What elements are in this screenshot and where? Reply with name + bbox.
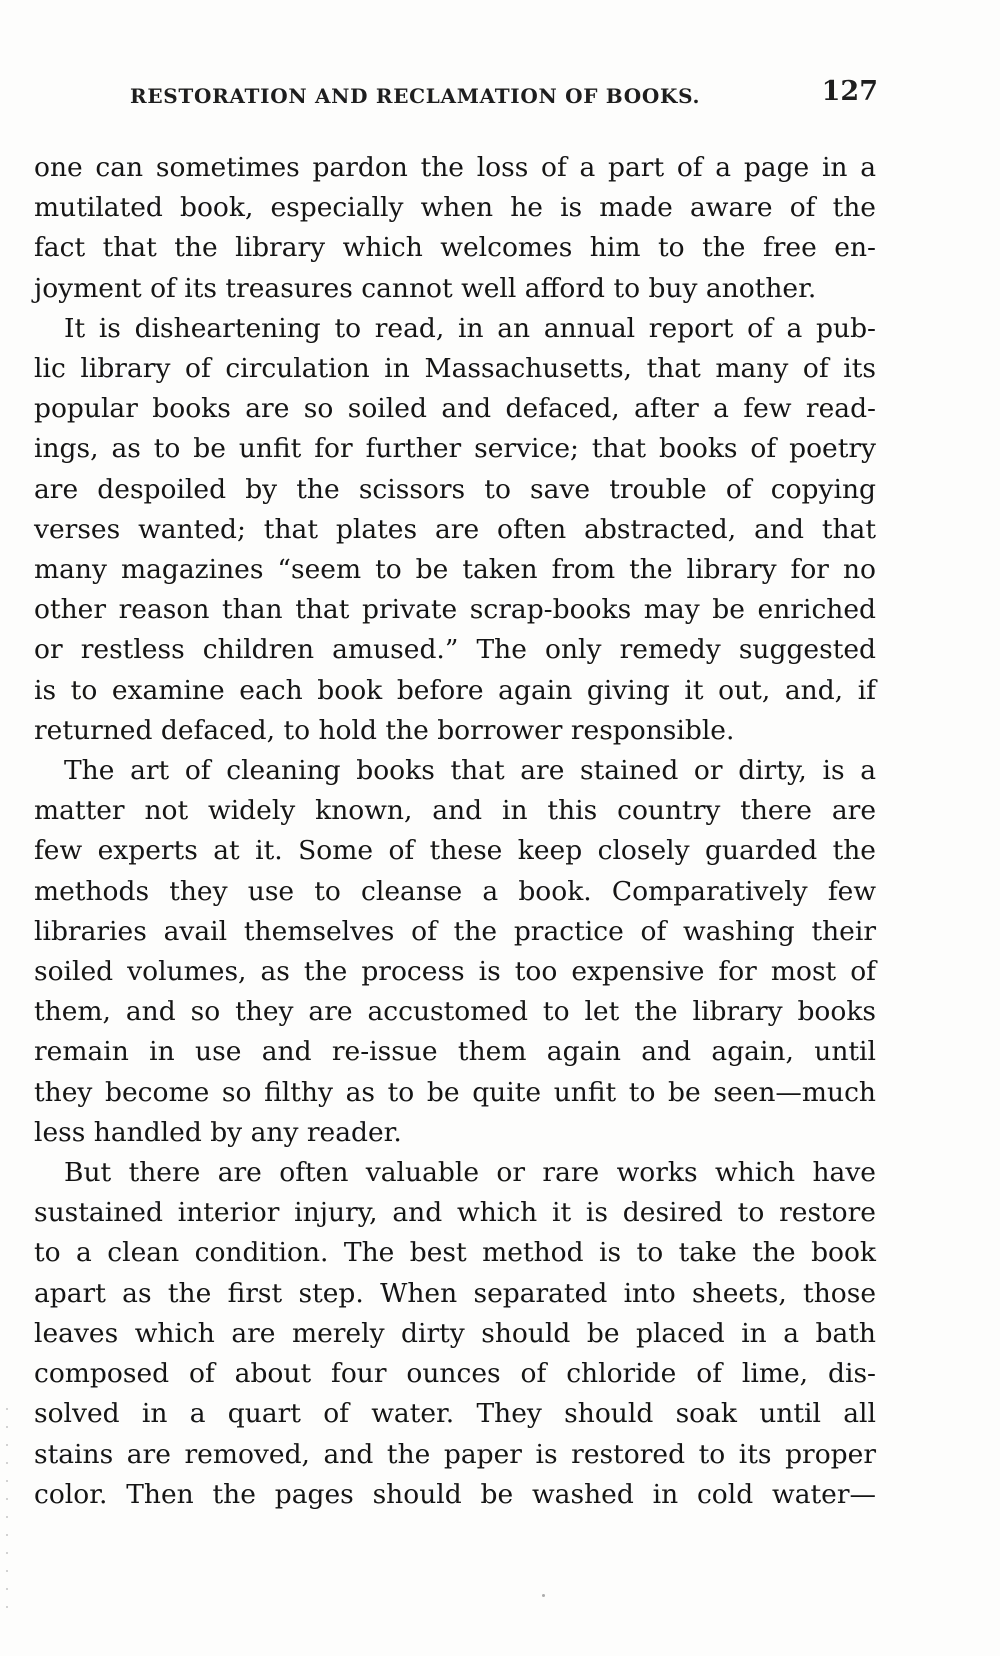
text-line: stains are removed, and the paper is restored to its proper <box>34 1438 876 1470</box>
text-line: matter not widely known, and in this country there are <box>34 795 876 827</box>
text-line: verses wanted; that plates are often abstracted, and that <box>34 513 876 545</box>
text-line: solved in a quart of water. They should soak until all <box>34 1398 876 1430</box>
text-line: remain in use and re-issue them again and again, until <box>34 1036 876 1068</box>
text-line: composed of about four ounces of chloride of lime, dis- <box>34 1358 876 1390</box>
text-line: sustained interior injury, and which it is desired to restore <box>34 1197 876 1229</box>
text-line: many magazines “seem to be taken from the library for no <box>34 554 876 586</box>
text-line: is to examine each book before again giving it out, and, if <box>34 674 876 706</box>
page-number: 127 <box>821 76 878 107</box>
text-line: fact that the library which welcomes him to the free en- <box>34 232 876 264</box>
text-line: color. Then the pages should be washed in cold water— <box>34 1478 876 1510</box>
paragraph-start-line: It is disheartening to read, in an annual report of a pub- <box>64 312 876 344</box>
text-line: or restless children amused.” The only remedy suggested <box>34 634 876 666</box>
paragraph-start-line: The art of cleaning books that are stained or dirty, is a <box>64 755 876 787</box>
text-line: ings, as to be unfit for further service; that books of poetry <box>34 433 876 465</box>
text-line: leaves which are merely dirty should be placed in a bath <box>34 1317 876 1349</box>
text-line: lic library of circulation in Massachusetts, that many of its <box>34 353 876 385</box>
text-line: few experts at it. Some of these keep closely guarded the <box>34 835 876 867</box>
paragraph-start-line: But there are often valuable or rare works which have <box>64 1157 876 1189</box>
text-line: soiled volumes, as the process is too expensive for most of <box>34 956 876 988</box>
body-text <box>34 148 876 1515</box>
text-line: are despoiled by the scissors to save trouble of copying <box>34 473 876 505</box>
text-line: to a clean condition. The best method is to take the book <box>34 1237 876 1269</box>
text-line: libraries avail themselves of the practice of washing their <box>34 915 876 947</box>
text-line: mutilated book, especially when he is made aware of the <box>34 192 876 224</box>
text-line: returned defaced, to hold the borrower responsible. <box>34 714 735 746</box>
text-line: them, and so they are accustomed to let the library books <box>34 996 876 1028</box>
scan-speck <box>542 1594 545 1597</box>
text-line: methods they use to cleanse a book. Comparatively few <box>34 875 876 907</box>
text-line: they become so filthy as to be quite unfit to be seen—much <box>34 1076 876 1108</box>
text-line: apart as the first step. When separated into sheets, those <box>34 1277 876 1309</box>
text-line: other reason than that private scrap-books may be enriched <box>34 594 876 626</box>
text-line: less handled by any reader. <box>34 1116 402 1148</box>
text-line: popular books are so soiled and defaced, after a few read- <box>34 393 876 425</box>
text-line: one can sometimes pardon the loss of a part of a page in a <box>34 152 876 183</box>
running-header <box>130 76 878 116</box>
text-line: joyment of its treasures cannot well afford to buy another. <box>34 272 817 304</box>
scan-margin-dots <box>2 1400 12 1610</box>
running-head-title: RESTORATION AND RECLAMATION OF BOOKS. <box>130 84 701 108</box>
